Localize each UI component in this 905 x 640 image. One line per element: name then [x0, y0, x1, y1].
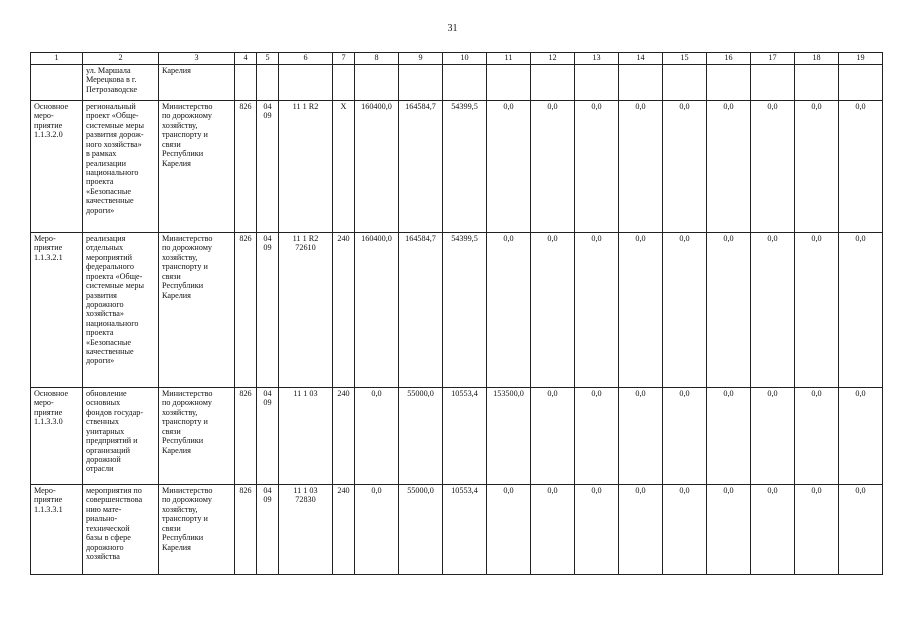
table-cell-col-4: 826	[235, 485, 257, 575]
header-row	[31, 53, 883, 65]
table-cell-col-13	[575, 65, 619, 101]
table-cell-col-6: 11 1 03	[279, 388, 333, 485]
table-cell-col-11	[487, 65, 531, 101]
table-cell-col-11: 0,0	[487, 101, 531, 233]
table-cell-col-5: 04 09	[257, 233, 279, 388]
table-cell-col-9: 164584,7	[399, 101, 443, 233]
table-cell-col-11: 0,0	[487, 233, 531, 388]
table-row	[31, 101, 883, 233]
column-header: 12	[531, 53, 575, 65]
column-header: 7	[333, 53, 355, 65]
table-cell-col-6: 11 1 R2 72610	[279, 233, 333, 388]
table-cell-col-1: Основное меро- приятие 1.1.3.3.0	[31, 388, 83, 485]
column-header: 10	[443, 53, 487, 65]
table-cell-col-3: Карелия	[159, 65, 235, 101]
column-header: 9	[399, 53, 443, 65]
table-cell-col-19: 0,0	[839, 388, 883, 485]
table-cell-col-8: 160400,0	[355, 101, 399, 233]
table-cell-col-19	[839, 65, 883, 101]
table-cell-col-12: 0,0	[531, 388, 575, 485]
table-cell-col-15: 0,0	[663, 233, 707, 388]
table-cell-col-6: 11 1 R2	[279, 101, 333, 233]
table-cell-col-14: 0,0	[619, 485, 663, 575]
table-cell-col-12: 0,0	[531, 101, 575, 233]
column-header: 2	[83, 53, 159, 65]
table-cell-col-15: 0,0	[663, 101, 707, 233]
column-header: 17	[751, 53, 795, 65]
table-cell-col-15: 0,0	[663, 388, 707, 485]
column-header: 4	[235, 53, 257, 65]
table-cell-col-19: 0,0	[839, 101, 883, 233]
table-cell-col-16: 0,0	[707, 233, 751, 388]
table-cell-col-18	[795, 65, 839, 101]
table-cell-col-3: Министерство по дорожному хозяйству, транспорту и связи Республики Карелия	[159, 388, 235, 485]
table-row	[31, 65, 883, 101]
table-cell-col-7: Х	[333, 101, 355, 233]
table-cell-col-17: 0,0	[751, 233, 795, 388]
table-cell-col-3: Министерство по дорожному хозяйству, транспорту и связи Республики Карелия	[159, 485, 235, 575]
table-cell-col-6	[279, 65, 333, 101]
table-cell-col-9: 55000,0	[399, 485, 443, 575]
table-cell-col-18: 0,0	[795, 233, 839, 388]
table-cell-col-11: 0,0	[487, 485, 531, 575]
table-row	[31, 485, 883, 575]
table-cell-col-19: 0,0	[839, 485, 883, 575]
table-cell-col-1: Меро- приятие 1.1.3.2.1	[31, 233, 83, 388]
table-cell-col-7	[333, 65, 355, 101]
table-cell-col-17: 0,0	[751, 485, 795, 575]
table-cell-col-14: 0,0	[619, 101, 663, 233]
column-header: 13	[575, 53, 619, 65]
table-cell-col-16: 0,0	[707, 485, 751, 575]
column-header: 3	[159, 53, 235, 65]
budget-table	[30, 52, 883, 575]
column-header: 18	[795, 53, 839, 65]
column-header: 8	[355, 53, 399, 65]
table-cell-col-13: 0,0	[575, 388, 619, 485]
table-cell-col-3: Министерство по дорожному хозяйству, транспорту и связи Республики Карелия	[159, 233, 235, 388]
table-cell-col-16: 0,0	[707, 388, 751, 485]
table-cell-col-16	[707, 65, 751, 101]
table-cell-col-2: реализация отдельных мероприятий федерального проекта «Обще- системные меры развития дорожного хозяйства» национального проекта «Безопасные качественные дороги»	[83, 233, 159, 388]
table-cell-col-13: 0,0	[575, 233, 619, 388]
table-cell-col-1: Меро- приятие 1.1.3.3.1	[31, 485, 83, 575]
table-cell-col-16: 0,0	[707, 101, 751, 233]
table-cell-col-9	[399, 65, 443, 101]
table-cell-col-4: 826	[235, 101, 257, 233]
table-cell-col-7: 240	[333, 388, 355, 485]
table-cell-col-8	[355, 65, 399, 101]
table-cell-col-7: 240	[333, 233, 355, 388]
table-cell-col-15	[663, 65, 707, 101]
table-cell-col-10: 10553,4	[443, 485, 487, 575]
table-cell-col-19: 0,0	[839, 233, 883, 388]
table-cell-col-12: 0,0	[531, 233, 575, 388]
table-cell-col-14: 0,0	[619, 233, 663, 388]
table-cell-col-9: 164584,7	[399, 233, 443, 388]
table-cell-col-3: Министерство по дорожному хозяйству, транспорту и связи Республики Карелия	[159, 101, 235, 233]
table-cell-col-17	[751, 65, 795, 101]
table-cell-col-12	[531, 65, 575, 101]
table-cell-col-1	[31, 65, 83, 101]
column-header: 6	[279, 53, 333, 65]
table-cell-col-10: 10553,4	[443, 388, 487, 485]
table-row	[31, 388, 883, 485]
table-cell-col-14	[619, 65, 663, 101]
table-cell-col-5: 04 09	[257, 485, 279, 575]
table-cell-col-13: 0,0	[575, 101, 619, 233]
table-cell-col-8: 0,0	[355, 388, 399, 485]
table-cell-col-2: обновление основных фондов государ- ственных унитарных предприятий и организаций дорожной отрасли	[83, 388, 159, 485]
table-cell-col-12: 0,0	[531, 485, 575, 575]
table-cell-col-17: 0,0	[751, 388, 795, 485]
table-cell-col-2: ул. Маршала Мерецкова в г. Петрозаводске	[83, 65, 159, 101]
table-cell-col-8: 0,0	[355, 485, 399, 575]
table-cell-col-17: 0,0	[751, 101, 795, 233]
table-cell-col-10: 54399,5	[443, 233, 487, 388]
table-cell-col-4: 826	[235, 388, 257, 485]
table-cell-col-18: 0,0	[795, 485, 839, 575]
table-cell-col-15: 0,0	[663, 485, 707, 575]
table-cell-col-2: мероприятия по совершенствова нию мате- риально- технической базы в сфере дорожного хозяйства	[83, 485, 159, 575]
table-row	[31, 233, 883, 388]
column-header: 14	[619, 53, 663, 65]
table-cell-col-6: 11 1 03 72830	[279, 485, 333, 575]
page-number: 31	[447, 23, 458, 34]
column-header: 11	[487, 53, 531, 65]
column-header: 15	[663, 53, 707, 65]
table-cell-col-9: 55000,0	[399, 388, 443, 485]
column-header: 5	[257, 53, 279, 65]
table-cell-col-2: региональный проект «Обще- системные меры развития дорож- ного хозяйства» в рамках реализации национального проекта «Безопасные качественные дороги»	[83, 101, 159, 233]
table-cell-col-4: 826	[235, 233, 257, 388]
table-cell-col-5: 04 09	[257, 101, 279, 233]
table-cell-col-1: Основное меро- приятие 1.1.3.2.0	[31, 101, 83, 233]
column-header: 16	[707, 53, 751, 65]
table-cell-col-18: 0,0	[795, 101, 839, 233]
table-cell-col-10: 54399,5	[443, 101, 487, 233]
table-cell-col-11: 153500,0	[487, 388, 531, 485]
table-cell-col-13: 0,0	[575, 485, 619, 575]
table-cell-col-8: 160400,0	[355, 233, 399, 388]
table-cell-col-14: 0,0	[619, 388, 663, 485]
table-cell-col-5: 04 09	[257, 388, 279, 485]
table-cell-col-4	[235, 65, 257, 101]
table-cell-col-5	[257, 65, 279, 101]
column-header: 19	[839, 53, 883, 65]
table-cell-col-18: 0,0	[795, 388, 839, 485]
column-header: 1	[31, 53, 83, 65]
table-cell-col-10	[443, 65, 487, 101]
table-cell-col-7: 240	[333, 485, 355, 575]
